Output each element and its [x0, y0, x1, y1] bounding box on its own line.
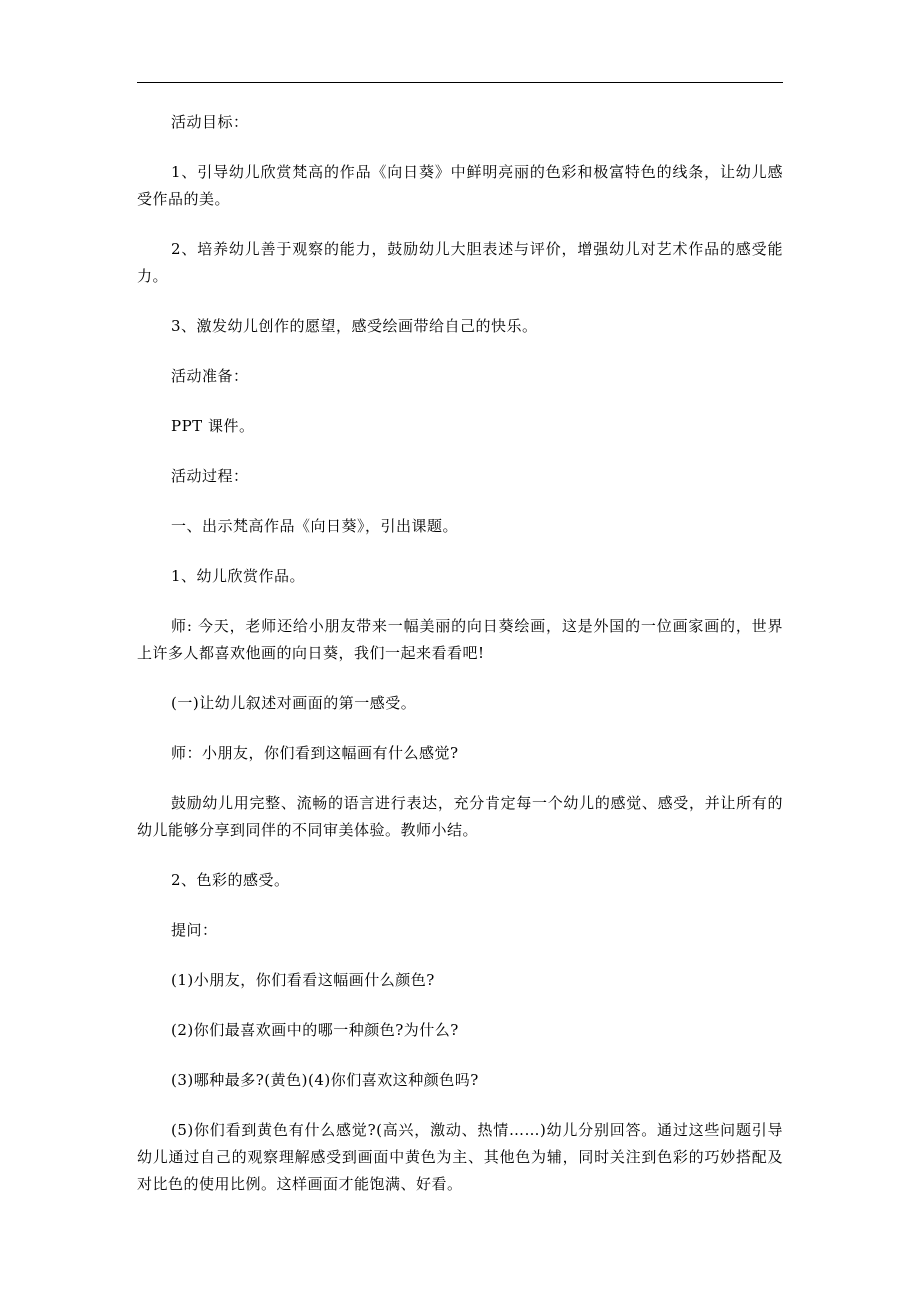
document-body: [137, 109, 783, 1221]
section-heading-process: 活动过程：: [171, 467, 249, 485]
paragraph: (5)你们看到黄色有什么感觉?(高兴，激动、热情……)幼儿分别回答。通过这些问题引导幼儿通过自己的观察理解感受到画面中黄色为主、其他色为辅，同时关注到色彩的巧妙搭配及对比色的使用比例。这样画面才能饱满、好看。: [137, 1121, 783, 1193]
paragraph: 提问：: [171, 921, 218, 939]
header-divider: [137, 82, 783, 83]
paragraph: PPT 课件。: [171, 417, 255, 435]
paragraph: (3)哪种最多?(黄色)(4)你们喜欢这种颜色吗?: [171, 1071, 479, 1089]
paragraph: 1、幼儿欣赏作品。: [171, 567, 306, 585]
paragraph: 2、色彩的感受。: [171, 871, 290, 889]
paragraph: (一)让幼儿叙述对画面的第一感受。: [171, 694, 417, 712]
paragraph: 3、激发幼儿创作的愿望，感受绘画带给自己的快乐。: [171, 317, 538, 335]
paragraph: (1)小朋友，你们看看这幅画什么颜色?: [171, 971, 435, 989]
paragraph: 师: 今天，老师还给小朋友带来一幅美丽的向日葵绘画，这是外国的一位画家画的，世界上许多人都喜欢他画的向日葵，我们一起来看看吧!: [137, 617, 783, 662]
paragraph: 1、引导幼儿欣赏梵高的作品《向日葵》中鲜明亮丽的色彩和极富特色的线条，让幼儿感受作品的美。: [137, 163, 783, 208]
section-heading-preparation: 活动准备：: [171, 367, 249, 385]
paragraph: 师：小朋友，你们看到这幅画有什么感觉?: [171, 744, 459, 762]
paragraph: (2)你们最喜欢画中的哪一种颜色?为什么?: [171, 1021, 459, 1039]
section-heading-goals: 活动目标：: [171, 113, 249, 131]
paragraph: 一、出示梵高作品《向日葵》，引出课题。: [171, 517, 459, 535]
paragraph: 2、培养幼儿善于观察的能力，鼓励幼儿大胆表述与评价，增强幼儿对艺术作品的感受能力。: [137, 240, 783, 285]
paragraph: 鼓励幼儿用完整、流畅的语言进行表达，充分肯定每一个幼儿的感觉、感受，并让所有的幼儿能够分享到同伴的不同审美体验。教师小结。: [137, 794, 783, 839]
